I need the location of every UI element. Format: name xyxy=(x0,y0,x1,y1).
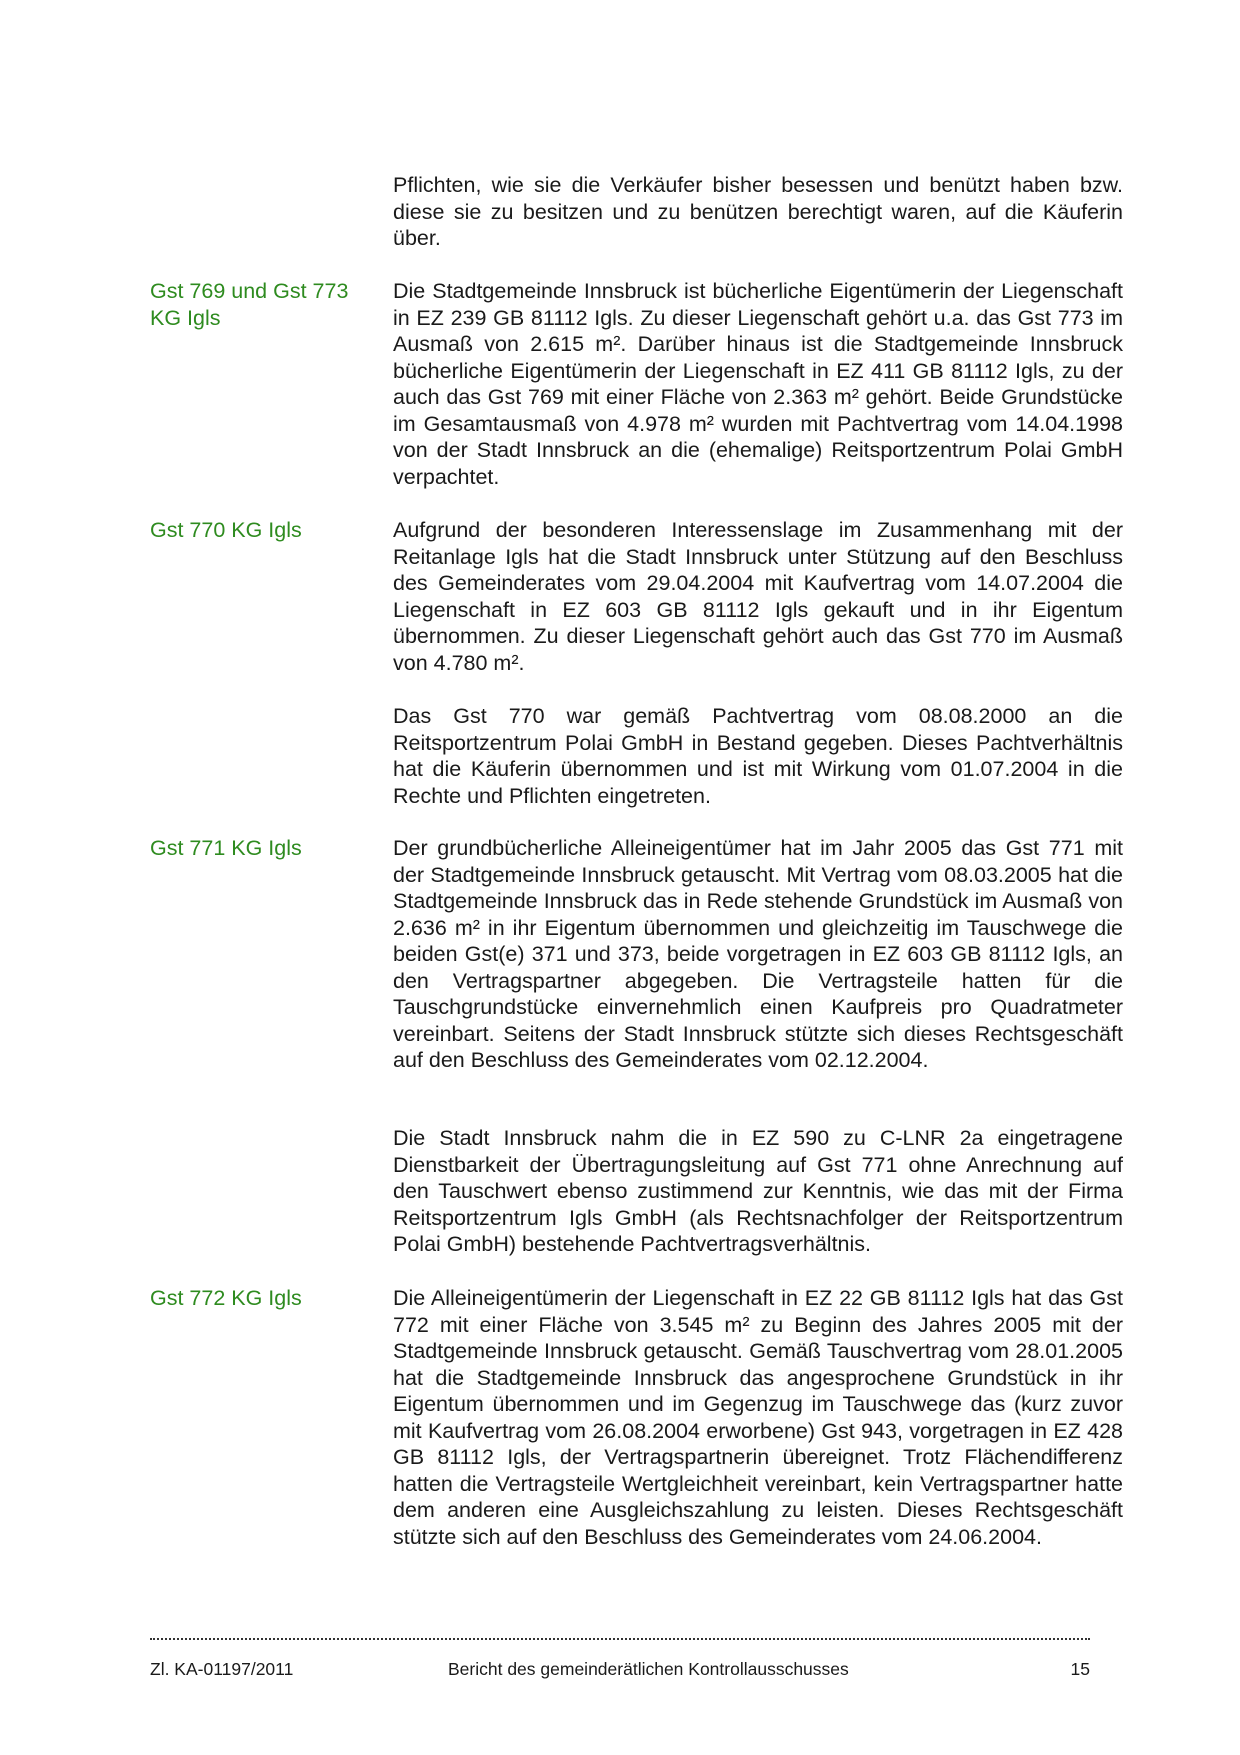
section-gst-770-lease xyxy=(150,703,1125,811)
section-gst-770 xyxy=(150,517,1125,679)
section-gst-772 xyxy=(150,1285,1125,1583)
margin-label: Gst 772 KG Igls xyxy=(150,1286,302,1310)
footer-reference: Zl. KA-01197/2011 xyxy=(150,1659,294,1679)
section-gst-771 xyxy=(150,835,1125,1079)
margin-label: Gst 769 und Gst 773 KG Igls xyxy=(150,279,349,330)
page-footer xyxy=(150,1657,1090,1681)
paragraph-text: Die Stadtgemeinde Innsbruck ist bücherliche Eigentümerin der Liegenschaft in EZ 239 GB 81112 Igls. Zu dieser Liegenschaft gehört u.a. das Gst 773 im Ausmaß von 2.615 m². Darüber hinaus ist die Stadtgemeinde Innsbruck bücherliche Eigentümerin der Liegenschaft in EZ 411 GB 81112 Igls, zu der auch das Gst 769 mit einer Fläche von 2.363 m² gehört. Beide Grundstücke im Gesamtausmaß von 4.978 m² wurden mit Pachtvertrag vom 14.04.1998 von der Stadt Innsbruck an die (ehemalige) Reitsportzentrum Polai GmbH verpachtet. xyxy=(393,279,1123,489)
paragraph-text: Die Alleineigentümerin der Liegenschaft in EZ 22 GB 81112 Igls hat das Gst 772 mit einer Fläche von 3.545 m² zu Beginn des Jahres 2005 mit der Stadtgemeinde Innsbruck getauscht. Gemäß Tauschvertrag vom 28.01.2005 hat die Stadtgemeinde Innsbruck das angesprochene Grundstück in ihr Eigentum übernommen und im Gegenzug im Tauschwege das (kurz zuvor mit Kaufvertrag vom 26.08.2004 erworbene) Gst 943, vorgetragen in EZ 428 GB 81112 Igls, der Vertragspartnerin übereignet. Trotz Flächendifferenz hatten die Vertragsteile Wertgleichheit vereinbart, kein Vertragspartner hatte dem anderen eine Ausgleichszahlung zu leisten. Dieses Rechtsgeschäft stützte sich auf den Beschluss des Gemeinderates vom 24.06.2004. xyxy=(393,1286,1123,1549)
section-continuation xyxy=(150,172,1125,254)
paragraph-text: Die Stadt Innsbruck nahm die in EZ 590 zu C-LNR 2a eingetragene Dienstbarkeit der Übertragungsleitung auf Gst 771 ohne Anrechnung auf den Tauschwert ebenso zustimmend zur Kenntnis, wie das mit der Firma Reitsportzentrum Igls GmbH (als Rechtsnachfolger der Reitsportzentrum Polai GmbH) bestehende Pachtvertragsverhältnis. xyxy=(393,1126,1123,1256)
paragraph-text: Aufgrund der besonderen Interessenslage im Zusammenhang mit der Reitanlage Igls hat die Stadt Innsbruck unter Stützung auf den Beschluss des Gemeinderates vom 29.04.2004 mit Kaufvertrag vom 14.07.2004 die Liegenschaft in EZ 603 GB 81112 Igls gekauft und in ihr Eigentum übernommen. Zu dieser Liegenschaft gehört auch das Gst 770 im Ausmaß von 4.780 m². xyxy=(393,518,1123,675)
margin-label: Gst 771 KG Igls xyxy=(150,836,302,860)
section-gst-769-773 xyxy=(150,278,1125,493)
footer-page-number: 15 xyxy=(1070,1659,1090,1679)
paragraph-text: Der grundbücherliche Alleineigentümer hat im Jahr 2005 das Gst 771 mit der Stadtgemeinde Innsbruck getauscht. Mit Vertrag vom 08.03.2005 hat die Stadtgemeinde Innsbruck das in Rede stehende Grundstück im Ausmaß von 2.636 m² in ihr Eigentum übernommen und gleichzeitig im Tauschwege die beiden Gst(e) 371 und 373, beide vorgetragen in EZ 603 GB 81112 Igls, an den Vertragspartner abgegeben. Die Vertragsteile hatten für die Tauschgrundstücke einvernehmlich einen Kaufpreis pro Quadratmeter vereinbart. Seitens der Stadt Innsbruck stützte sich dieses Rechtsgeschäft auf den Beschluss des Gemeinderates vom 02.12.2004. xyxy=(393,836,1123,1072)
margin-label: Gst 770 KG Igls xyxy=(150,518,302,542)
paragraph-text: Pflichten, wie sie die Verkäufer bisher besessen und benützt haben bzw. diese sie zu besitzen und zu benützen berechtigt waren, auf die Käuferin über. xyxy=(393,173,1123,250)
section-gst-771-easement xyxy=(150,1125,1125,1259)
footer-divider xyxy=(150,1638,1090,1640)
paragraph-text: Das Gst 770 war gemäß Pachtvertrag vom 08.08.2000 an die Reitsportzentrum Polai GmbH in Bestand gegeben. Dieses Pachtverhältnis hat die Käuferin übernommen und ist mit Wirkung vom 01.07.2004 in die Rechte und Pflichten eingetreten. xyxy=(393,704,1123,808)
footer-report-title: Bericht des gemeinderätlichen Kontrollausschusses xyxy=(448,1659,849,1679)
